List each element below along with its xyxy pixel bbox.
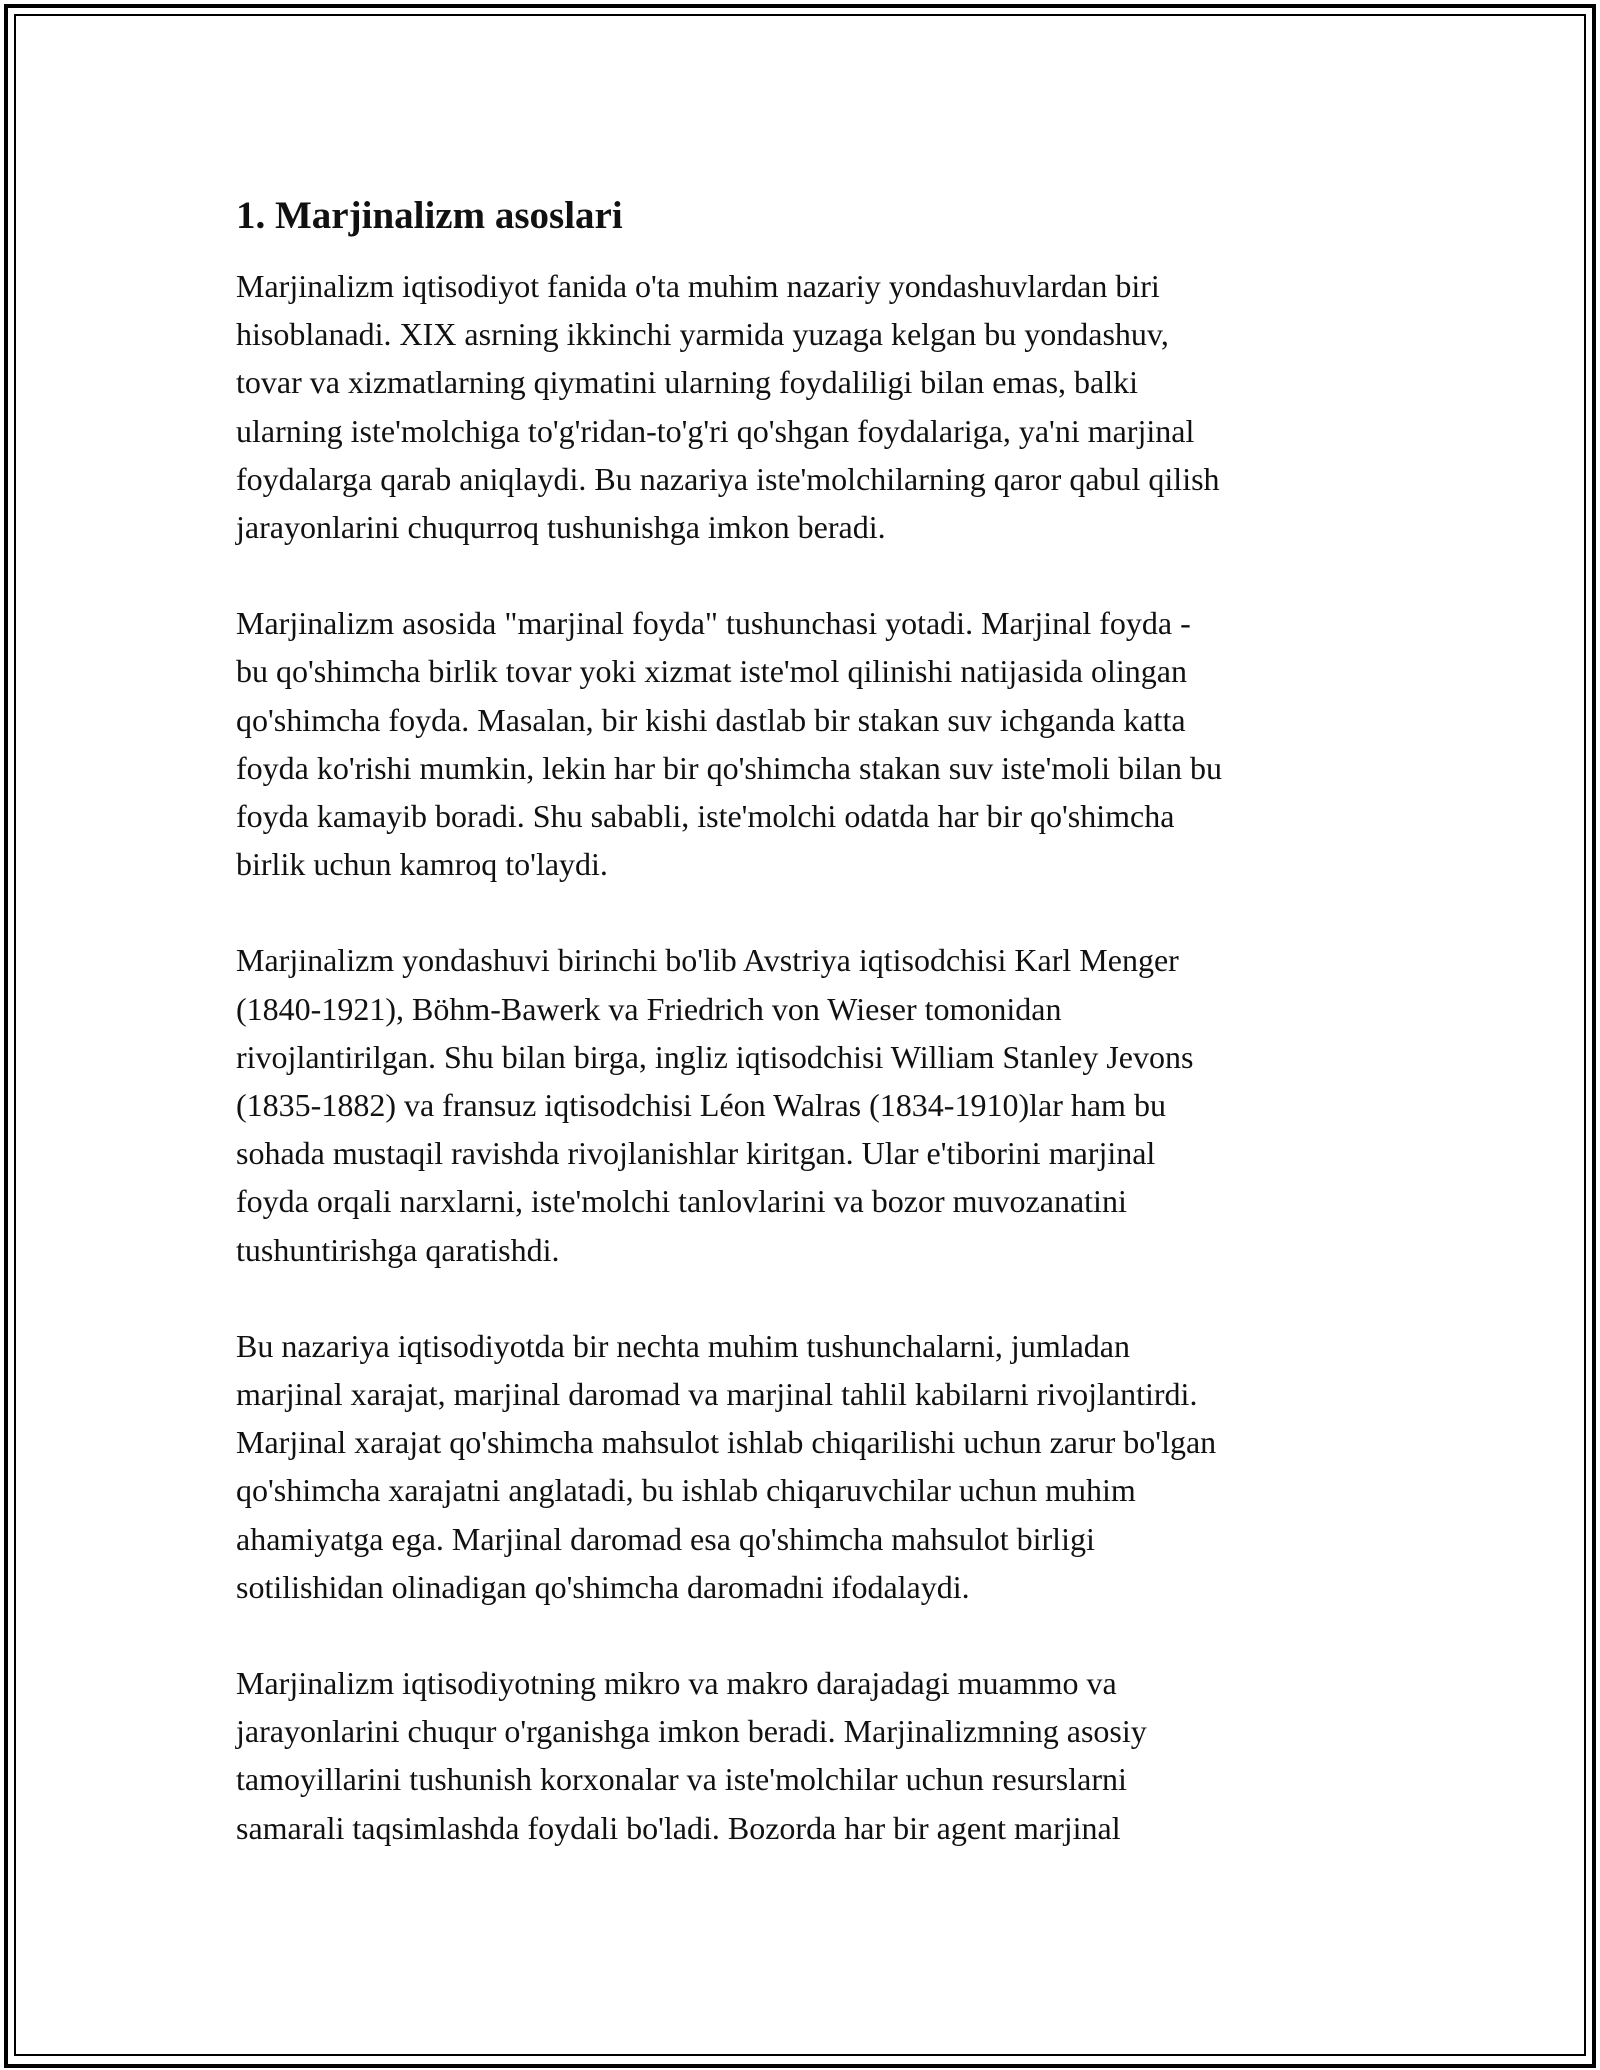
paragraph-line: Bu nazariya iqtisodiyotda bir nechta muhim tushunchalarni, jumladan bbox=[236, 1327, 1130, 1364]
paragraph-line: ularning iste'molchiga to'g'ridan-to'g'ri qo'shgan foydalariga, ya'ni marjinal bbox=[236, 412, 1195, 449]
paragraph-line: samarali taqsimlashda foydali bo'ladi. Bozorda har bir agent marjinal bbox=[236, 1809, 1121, 1846]
paragraph-line: rivojlantirilgan. Shu bilan birga, ingliz iqtisodchisi William Stanley Jevons bbox=[236, 1038, 1194, 1075]
paragraph-line: tovar va xizmatlarning qiymatini ularning foydaliligi bilan emas, balki bbox=[236, 364, 1138, 401]
paragraph-1 bbox=[236, 262, 1396, 551]
paragraph-line: (1835-1882) va fransuz iqtisodchisi Léon Walras (1834-1910)lar ham bu bbox=[236, 1087, 1166, 1124]
paragraph-line: bu qo'shimcha birlik tovar yoki xizmat iste'mol qilinishi natijasida olingan bbox=[236, 653, 1187, 690]
paragraph-line: tamoyillarini tushunish korxonalar va iste'molchilar uchun resurslarni bbox=[236, 1761, 1127, 1798]
paragraph-line: hisoblanadi. XIX asrning ikkinchi yarmida yuzaga kelgan bu yondashuv, bbox=[236, 316, 1169, 353]
paragraph-line: Marjinalizm asosida "marjinal foyda" tushunchasi yotadi. Marjinal foyda - bbox=[236, 605, 1191, 642]
paragraph-line: birlik uchun kamroq to'laydi. bbox=[236, 846, 608, 883]
paragraph-line: sohada mustaqil ravishda rivojlanishlar kiritgan. Ular e'tiborini marjinal bbox=[236, 1135, 1156, 1172]
paragraph-line: tushuntirishga qaratishdi. bbox=[236, 1231, 560, 1268]
section-heading: 1. Marjinalizm asoslari bbox=[236, 194, 623, 237]
paragraph-line: Marjinalizm iqtisodiyotning mikro va makro darajadagi muammo va bbox=[236, 1665, 1117, 1702]
paragraph-line: Marjinal xarajat qo'shimcha mahsulot ishlab chiqarilishi uchun zarur bo'lgan bbox=[236, 1424, 1217, 1461]
paragraph-line: qo'shimcha foyda. Masalan, bir kishi dastlab bir stakan suv ichganda katta bbox=[236, 701, 1186, 738]
document-body bbox=[236, 190, 1396, 1900]
paragraph-line: qo'shimcha xarajatni anglatadi, bu ishlab chiqaruvchilar uchun muhim bbox=[236, 1472, 1136, 1509]
paragraph-4 bbox=[236, 1322, 1396, 1611]
paragraph-2 bbox=[236, 599, 1396, 888]
paragraph-line: foydalarga qarab aniqlaydi. Bu nazariya iste'molchilarning qaror qabul qilish bbox=[236, 460, 1220, 497]
paragraph-line: jarayonlarini chuqur o'rganishga imkon beradi. Marjinalizmning asosiy bbox=[236, 1713, 1147, 1750]
paragraph-line: Marjinalizm yondashuvi birinchi bo'lib Avstriya iqtisodchisi Karl Menger bbox=[236, 942, 1179, 979]
paragraph-line: ahamiyatga ega. Marjinal daromad esa qo'shimcha mahsulot birligi bbox=[236, 1520, 1095, 1557]
paragraph-line: marjinal xarajat, marjinal daromad va marjinal tahlil kabilarni rivojlantirdi. bbox=[236, 1376, 1198, 1413]
paragraph-line: sotilishidan olinadigan qo'shimcha daromadni ifodalaydi. bbox=[236, 1568, 970, 1605]
paragraph-line: (1840-1921), Böhm-Bawerk va Friedrich von Wieser tomonidan bbox=[236, 990, 1062, 1027]
paragraph-5 bbox=[236, 1659, 1396, 1852]
paragraph-line: Marjinalizm iqtisodiyot fanida o'ta muhim nazariy yondashuvlardan biri bbox=[236, 268, 1160, 304]
paragraph-line: jarayonlarini chuqurroq tushunishga imkon beradi. bbox=[236, 509, 886, 546]
paragraph-line: foyda kamayib boradi. Shu sababli, iste'molchi odatda har bir qo'shimcha bbox=[236, 798, 1175, 835]
paragraph-3 bbox=[236, 936, 1396, 1273]
paragraph-line: foyda ko'rishi mumkin, lekin har bir qo'shimcha stakan suv iste'moli bilan bu bbox=[236, 749, 1223, 786]
paragraph-line: foyda orqali narxlarni, iste'molchi tanlovlarini va bozor muvozanatini bbox=[236, 1183, 1127, 1220]
